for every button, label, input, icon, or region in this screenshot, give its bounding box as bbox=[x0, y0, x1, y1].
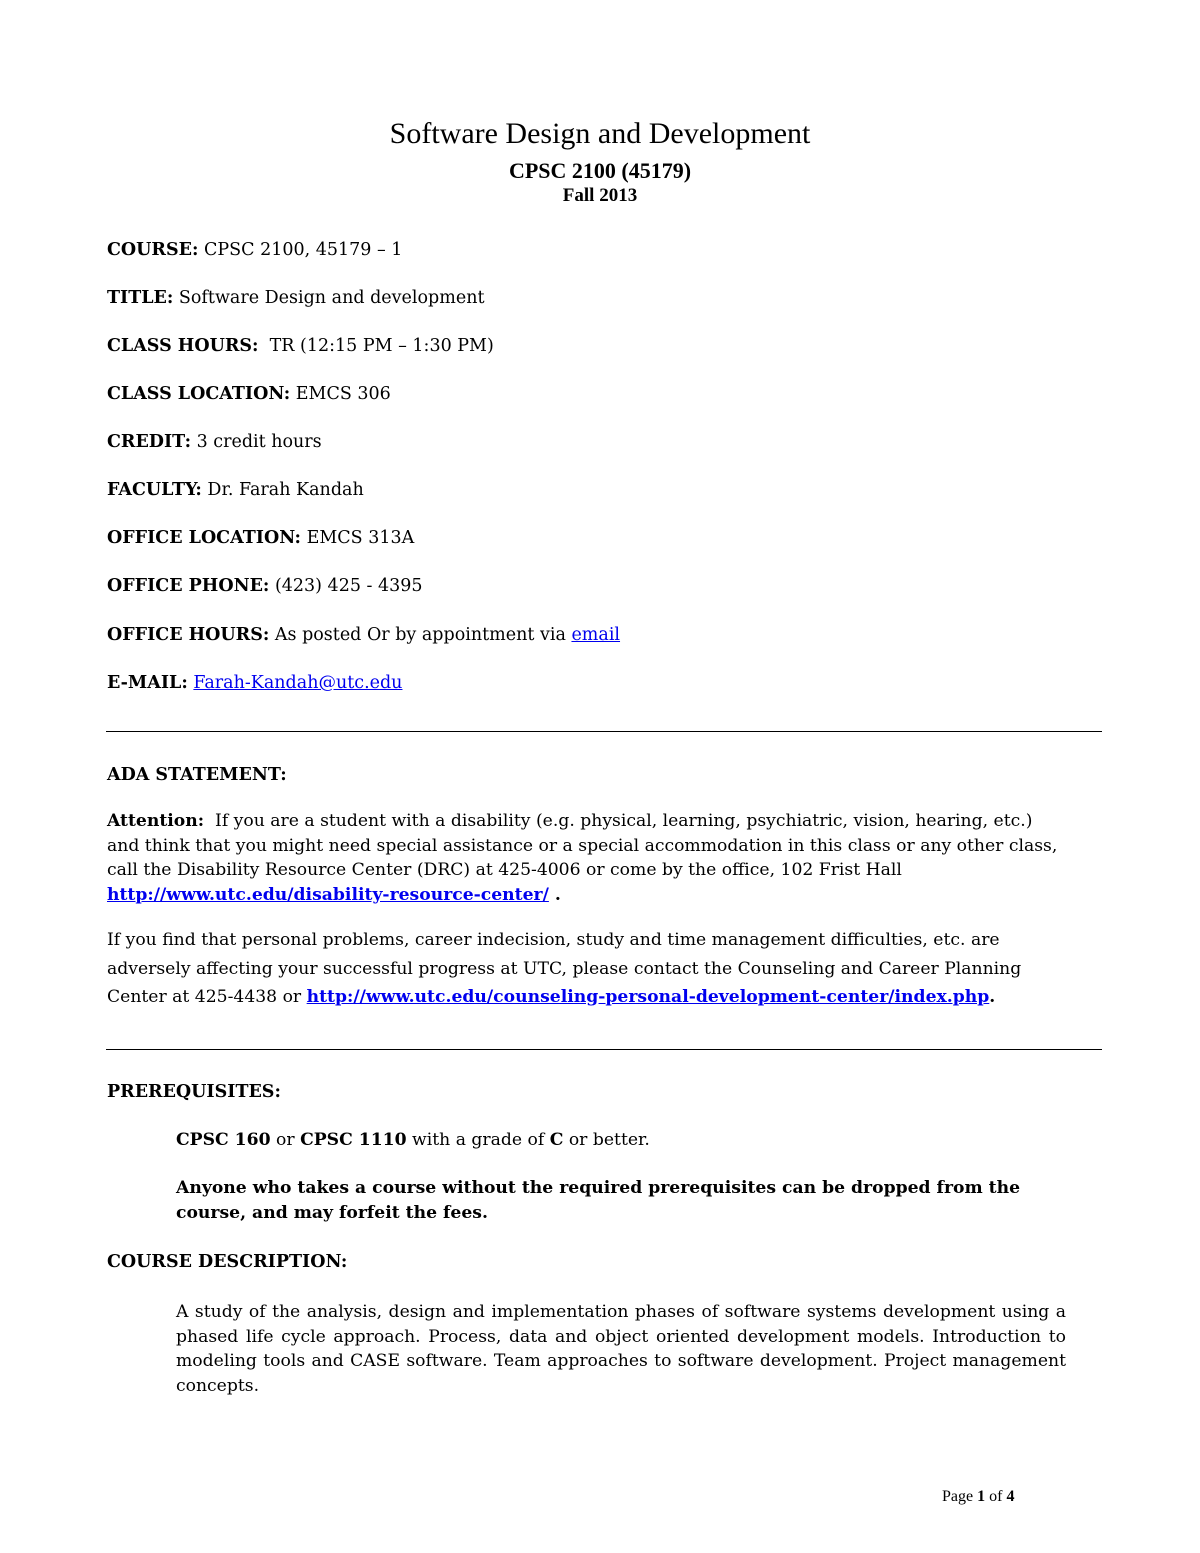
office-phone-field bbox=[107, 574, 423, 598]
office-phone-label: OFFICE PHONE: bbox=[107, 576, 270, 596]
attention-text: If you are a student with a disability (e.g. physical, learning, psychiatric, vision, hearing, etc.) and think that you might need special assistance or a special accommodation in this class or any other class, call the Disability Resource Center (DRC) at 425-4006 or come by the office, 102 Frist Hall bbox=[107, 811, 1063, 880]
class-hours-value: TR (12:15 PM – 1:30 PM) bbox=[258, 336, 494, 356]
description-heading bbox=[107, 1250, 347, 1274]
page-number bbox=[942, 1488, 1014, 1506]
page-title: Software Design and Development bbox=[389, 117, 811, 150]
page-current: 1 bbox=[977, 1488, 986, 1505]
office-location-field bbox=[107, 526, 414, 550]
course-description-text: A study of the analysis, design and implementation phases of software systems development using a phased life cycle approach. Process, data and object oriented development models. Introduction to modeling tools and CASE software. Team approaches to software development. Project management concepts. bbox=[176, 1302, 1066, 1396]
office-hours-field bbox=[107, 623, 620, 647]
page-label: Page bbox=[942, 1488, 978, 1505]
class-hours-label: CLASS HOURS: bbox=[107, 336, 259, 356]
prerequisites-heading-text: PREREQUISITES: bbox=[107, 1082, 281, 1102]
description-heading-text: COURSE DESCRIPTION: bbox=[107, 1252, 348, 1272]
attention-label: Attention: bbox=[107, 811, 205, 831]
course-label: COURSE: bbox=[107, 240, 199, 260]
term-heading: Fall 2013 bbox=[562, 185, 638, 206]
email-link[interactable]: email bbox=[571, 625, 621, 645]
office-hours-value: As posted Or by appointment via bbox=[269, 625, 572, 645]
email-label: E-MAIL: bbox=[107, 673, 188, 693]
prereq-course-a: CPSC 160 bbox=[176, 1130, 271, 1150]
email-field bbox=[107, 671, 402, 695]
class-location-label: CLASS LOCATION: bbox=[107, 384, 291, 404]
title-value: Software Design and development bbox=[173, 288, 485, 308]
drc-link[interactable]: http://www.utc.edu/disability-resource-center/ bbox=[107, 884, 549, 905]
credit-value: 3 credit hours bbox=[191, 432, 322, 452]
office-location-value: EMCS 313A bbox=[301, 528, 415, 548]
divider bbox=[106, 1049, 1102, 1050]
prereq-grade: C bbox=[549, 1130, 564, 1150]
ada-heading-text: ADA STATEMENT: bbox=[107, 765, 287, 785]
class-location-field bbox=[107, 382, 391, 406]
prereq-grade-text: with a grade of bbox=[406, 1130, 550, 1150]
faculty-label: FACULTY: bbox=[107, 480, 202, 500]
office-phone-value: (423) 425 - 4395 bbox=[269, 576, 423, 596]
course-field bbox=[107, 238, 402, 262]
counseling-paragraph bbox=[107, 926, 1067, 1012]
prereq-or: or bbox=[270, 1130, 301, 1150]
credit-label: CREDIT: bbox=[107, 432, 192, 452]
title-field bbox=[107, 286, 485, 310]
email-address-link[interactable]: Farah-Kandah@utc.edu bbox=[193, 673, 403, 693]
prereq-course-b: CPSC 1110 bbox=[300, 1130, 407, 1150]
counseling-suffix: . bbox=[989, 987, 996, 1007]
office-hours-label: OFFICE HOURS: bbox=[107, 625, 270, 645]
counseling-link[interactable]: http://www.utc.edu/counseling-personal-development-center/index.php bbox=[306, 987, 990, 1007]
class-location-value: EMCS 306 bbox=[290, 384, 391, 404]
credit-field bbox=[107, 430, 322, 454]
class-hours-field bbox=[107, 334, 494, 358]
prerequisite-courses bbox=[176, 1128, 1066, 1153]
drc-suffix: . bbox=[548, 884, 561, 905]
divider bbox=[106, 731, 1102, 732]
page-of-label: of bbox=[985, 1488, 1007, 1505]
course-code-heading: CPSC 2100 (45179) bbox=[508, 158, 692, 183]
page-total: 4 bbox=[1006, 1488, 1015, 1505]
faculty-value: Dr. Farah Kandah bbox=[201, 480, 364, 500]
ada-attention-paragraph bbox=[107, 809, 1067, 907]
title-label: TITLE: bbox=[107, 288, 174, 308]
prerequisites-heading bbox=[107, 1080, 281, 1104]
prereq-better: or better. bbox=[563, 1130, 650, 1150]
ada-heading bbox=[107, 763, 287, 787]
office-location-label: OFFICE LOCATION: bbox=[107, 528, 302, 548]
faculty-field bbox=[107, 478, 364, 502]
course-value: CPSC 2100, 45179 – 1 bbox=[198, 240, 403, 260]
counseling-text: If you find that personal problems, career indecision, study and time management difficulties, etc. are adversely affecting your successful progress at UTC, please contact the Counseling and Career Planning Center at 425-4438 or bbox=[107, 930, 1022, 1007]
prerequisite-warning: Anyone who takes a course without the required prerequisites can be dropped from the course, and may forfeit the fees. bbox=[176, 1178, 1021, 1223]
